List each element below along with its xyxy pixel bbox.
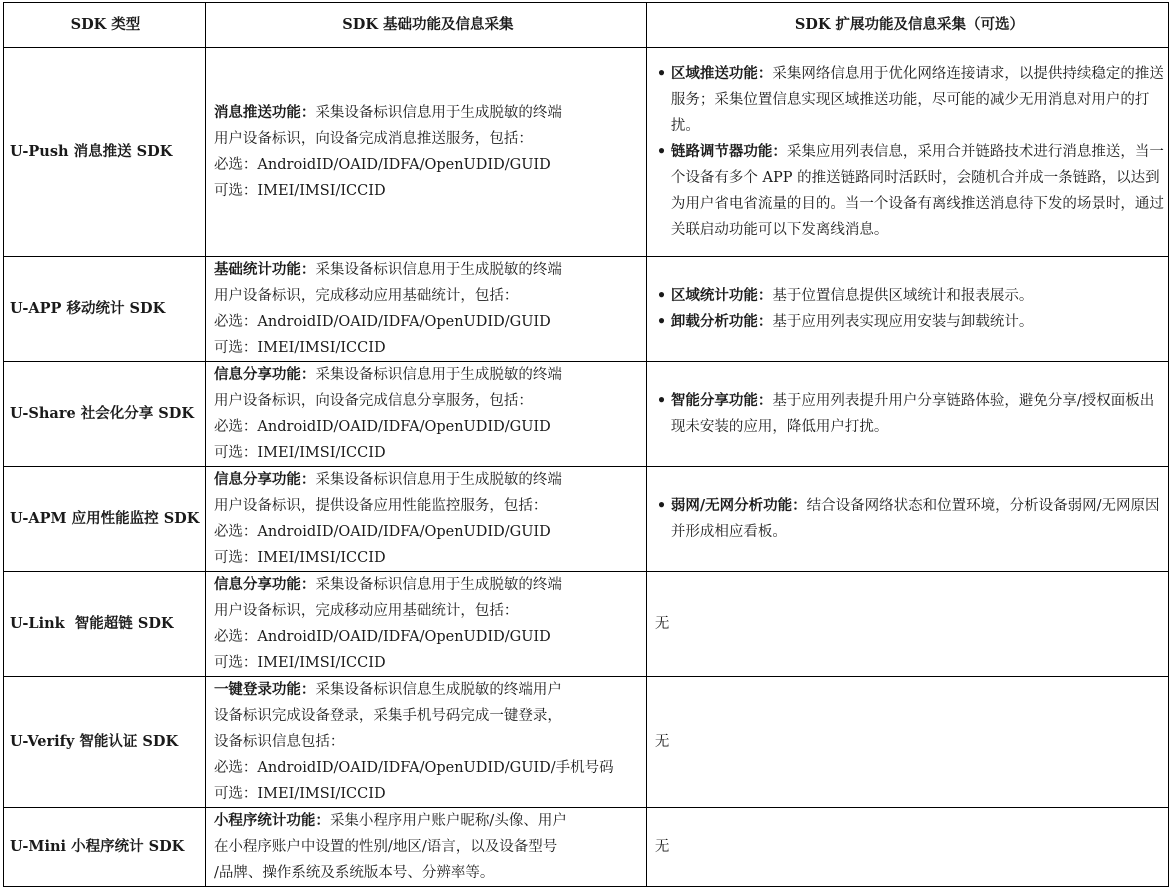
basic-feature-line: 用户设备标识，向设备完成消息推送服务，包括： [213,131,533,147]
table-row [4,467,1169,572]
basic-feature-title: 一键登录功能： [213,681,316,698]
basic-feature-line [214,467,642,493]
table-row [4,257,1169,362]
table-row [4,572,1169,677]
basic-feature-line: 设备标识完成设备登录，采集手机号码完成一键登录， [213,708,562,724]
basic-feature-line: 用户设备标识，向设备完成信息分享服务，包括： [213,393,533,409]
basic-feature-line: 可选：IMEI/IMSI/ICCID [213,550,386,566]
basic-feature-line: 用户设备标识，提供设备应用性能监控服务，包括： [213,498,548,514]
extended-features-cell: 无 [646,808,1168,887]
extended-feature-title: 链路调节器功能： [670,143,787,160]
basic-feature-line [214,362,642,388]
basic-feature-line: 在小程序账户中设置的性别/地区/语言，以及设备型号 [213,839,558,855]
basic-feature-line: 用户设备标识，完成移动应用基础统计，包括： [213,288,519,304]
sdk-name: U-APM 应用性能监控 SDK [4,467,206,572]
header-sdk-type: SDK 类型 [4,3,206,48]
basic-features-cell [205,48,646,257]
basic-feature-line [214,677,642,703]
extended-feature-title: 智能分享功能： [670,392,773,409]
sdk-name: U-Link 智能超链 SDK [4,572,206,677]
sdk-name: U-Share 社会化分享 SDK [4,362,206,467]
basic-features-cell [205,808,646,887]
extended-feature-item [655,283,1164,309]
basic-feature-title: 小程序统计功能： [213,812,330,829]
basic-feature-text: 采集设备标识信息用于生成脱敏的终端 [315,105,562,121]
basic-feature-line [214,808,642,834]
sdk-name: U-Verify 智能认证 SDK [4,677,206,808]
table-row [4,48,1169,257]
basic-feature-line: 必选：AndroidID/OAID/IDFA/OpenUDID/GUID [213,524,551,540]
basic-features-cell [205,257,646,362]
basic-feature-line [214,257,642,283]
basic-feature-line: 必选：AndroidID/OAID/IDFA/OpenUDID/GUID [213,419,551,435]
basic-feature-line: 可选：IMEI/IMSI/ICCID [213,786,386,802]
basic-feature-line: 必选：AndroidID/OAID/IDFA/OpenUDID/GUID [213,157,551,173]
basic-feature-line: 可选：IMEI/IMSI/ICCID [213,183,386,199]
basic-feature-text: 采集设备标识信息用于生成脱敏的终端 [315,472,562,488]
basic-feature-text: 采集设备标识信息用于生成脱敏的终端 [315,577,562,593]
basic-feature-title: 信息分享功能： [213,366,316,383]
basic-feature-line: 必选：AndroidID/OAID/IDFA/OpenUDID/GUID [213,629,551,645]
extended-features-cell [646,48,1168,257]
extended-feature-item [655,139,1164,243]
basic-feature-line: /品牌、操作系统及系统版本号、分辨率等。 [213,865,495,881]
basic-feature-text: 采集设备标识信息生成脱敏的终端用户 [315,682,562,698]
basic-feature-line: 可选：IMEI/IMSI/ICCID [213,445,386,461]
basic-features-cell [205,362,646,467]
basic-feature-line: 可选：IMEI/IMSI/ICCID [213,340,386,356]
extended-feature-item [655,493,1164,545]
table-row [4,677,1169,808]
basic-feature-title: 信息分享功能： [213,471,316,488]
extended-feature-title: 区域统计功能： [670,287,773,304]
extended-feature-text: 基于位置信息提供区域统计和报表展示。 [772,288,1034,304]
extended-feature-text: 采集网络信息用于优化网络连接请求，以提供持续稳定的推送服务；采集位置信息实现区域推送功能，尽可能的减少无用消息对用户的打扰。 [670,66,1164,134]
basic-feature-line: 必选：AndroidID/OAID/IDFA/OpenUDID/GUID [213,314,551,330]
extended-feature-title: 卸载分析功能： [670,313,773,330]
extended-feature-text: 结合设备网络状态和位置环境，分析设备弱网/无网原因并形成相应看板。 [670,498,1160,540]
basic-feature-line: 设备标识信息包括： [213,734,345,750]
basic-feature-title: 基础统计功能： [213,261,316,278]
extended-feature-item [655,388,1164,440]
basic-feature-line: 用户设备标识，完成移动应用基础统计，包括： [213,603,519,619]
extended-feature-item [655,61,1164,139]
extended-feature-title: 弱网/无网分析功能： [670,497,807,514]
extended-feature-text: 基于应用列表实现应用安装与卸载统计。 [772,314,1034,330]
extended-features-cell [646,362,1168,467]
extended-feature-text: 基于应用列表提升用户分享链路体验，避免分享/授权面板出现未安装的应用，降低用户打扰。 [670,393,1155,435]
sdk-table [3,2,1169,887]
extended-features-cell: 无 [646,572,1168,677]
basic-features-cell [205,467,646,572]
basic-feature-text: 采集设备标识信息用于生成脱敏的终端 [315,262,562,278]
header-row [4,3,1169,48]
basic-features-cell [205,572,646,677]
basic-feature-title: 消息推送功能： [213,104,316,121]
basic-feature-line [214,572,642,598]
basic-features-cell [205,677,646,808]
extended-feature-item [655,309,1164,335]
extended-features-cell: 无 [646,677,1168,808]
extended-features-cell [646,467,1168,572]
basic-feature-text: 采集小程序用户账户昵称/头像、用户 [329,813,567,829]
extended-feature-title: 区域推送功能： [670,65,773,82]
basic-feature-line: 可选：IMEI/IMSI/ICCID [213,655,386,671]
extended-feature-text: 采集应用列表信息，采用合并链路技术进行消息推送，当一个设备有多个 APP 的推送链路同时活跃时，会随机合并成一条链路，以达到为用户省电省流量的目的。当一个设备有离线推送消息待下发的场景时，通过关联启动功能可以下发离线消息。 [670,144,1164,238]
basic-feature-text: 采集设备标识信息用于生成脱敏的终端 [315,367,562,383]
sdk-name: U-Mini 小程序统计 SDK [4,808,206,887]
header-basic-features: SDK 基础功能及信息采集 [205,3,646,48]
basic-feature-title: 信息分享功能： [213,576,316,593]
basic-feature-line [214,100,642,126]
basic-feature-line: 必选：AndroidID/OAID/IDFA/OpenUDID/GUID/手机号码 [213,760,614,776]
header-extended-features: SDK 扩展功能及信息采集（可选） [646,3,1168,48]
extended-features-cell [646,257,1168,362]
sdk-name: U-APP 移动统计 SDK [4,257,206,362]
sdk-name: U-Push 消息推送 SDK [4,48,206,257]
table-row [4,808,1169,887]
table-row [4,362,1169,467]
